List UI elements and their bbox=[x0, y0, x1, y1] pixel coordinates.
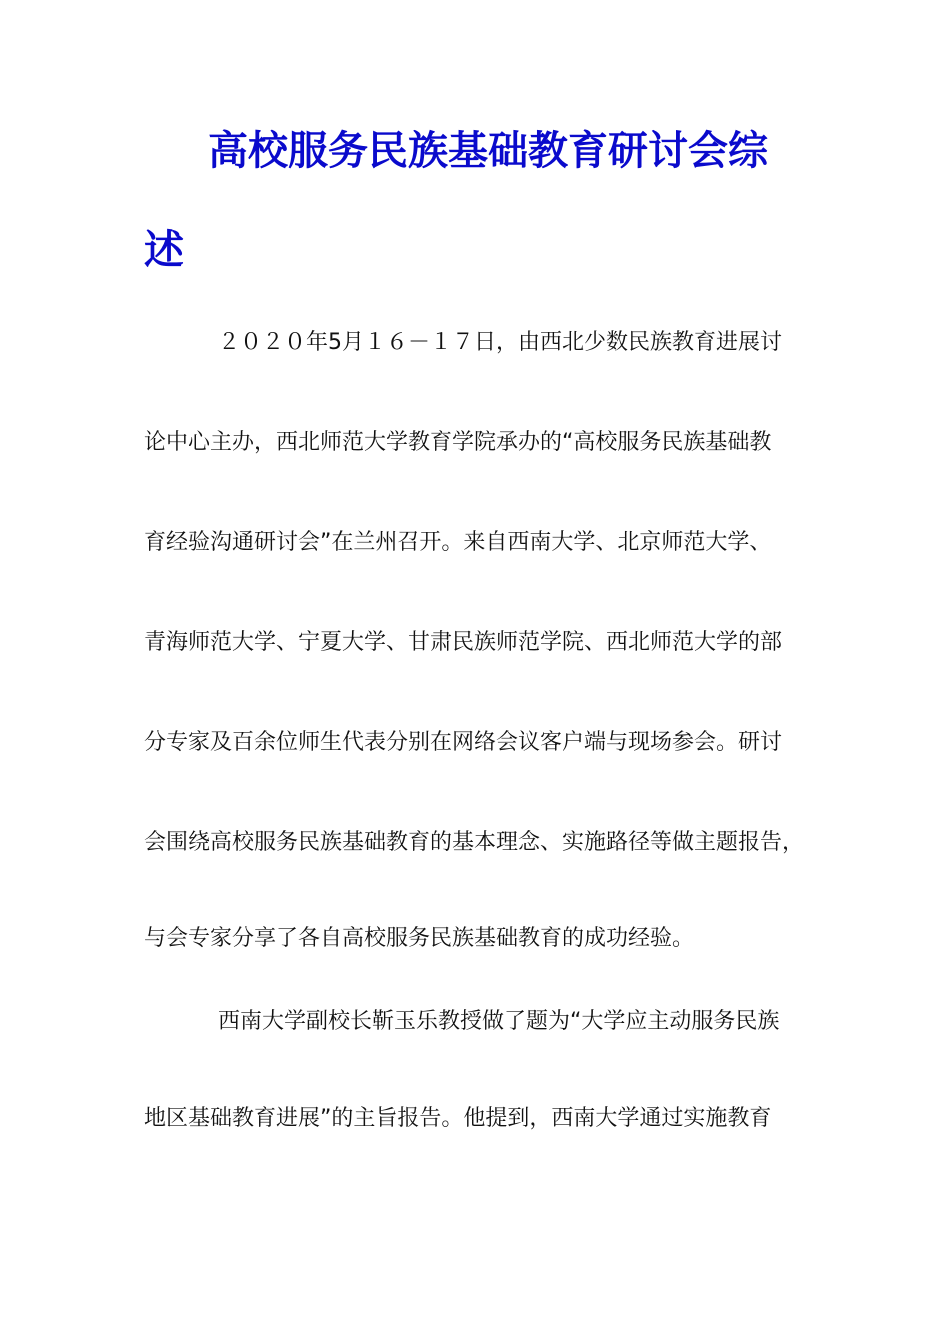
paragraph-2-line-1: 西南大学副校长靳玉乐教授做了题为“大学应主动服务民族 bbox=[218, 1009, 780, 1034]
paragraph-1-line-5: 分专家及百余位师生代表分别在网络会议客户端与现场参会。研讨 bbox=[144, 730, 783, 755]
document-title-line-1: 高校服务民族基础教育研讨会综 bbox=[208, 127, 768, 174]
document-title-line-2: 述 bbox=[144, 226, 184, 273]
paragraph-1-line-6: 会围绕高校服务民族基础教育的基本理念、实施路径等做主题报告， bbox=[144, 830, 805, 855]
paragraph-2-line-2: 地区基础教育进展”的主旨报告。他提到，西南大学通过实施教育 bbox=[144, 1106, 772, 1131]
paragraph-1-line-4: 青海师范大学、宁夏大学、甘肃民族师范学院、西北师范大学的部 bbox=[144, 630, 783, 655]
paragraph-1-line-2: 论中心主办，西北师范大学教育学院承办的“高校服务民族基础教 bbox=[144, 430, 772, 455]
paragraph-1-line-7: 与会专家分享了各自高校服务民族基础教育的成功经验。 bbox=[144, 926, 695, 951]
paragraph-1-line-3: 育经验沟通研讨会”在兰州召开。来自西南大学、北京师范大学、 bbox=[144, 530, 772, 555]
paragraph-1-line-1: ２０２０年5月１６－１７日，由西北少数民族教育进展讨 bbox=[218, 330, 782, 355]
